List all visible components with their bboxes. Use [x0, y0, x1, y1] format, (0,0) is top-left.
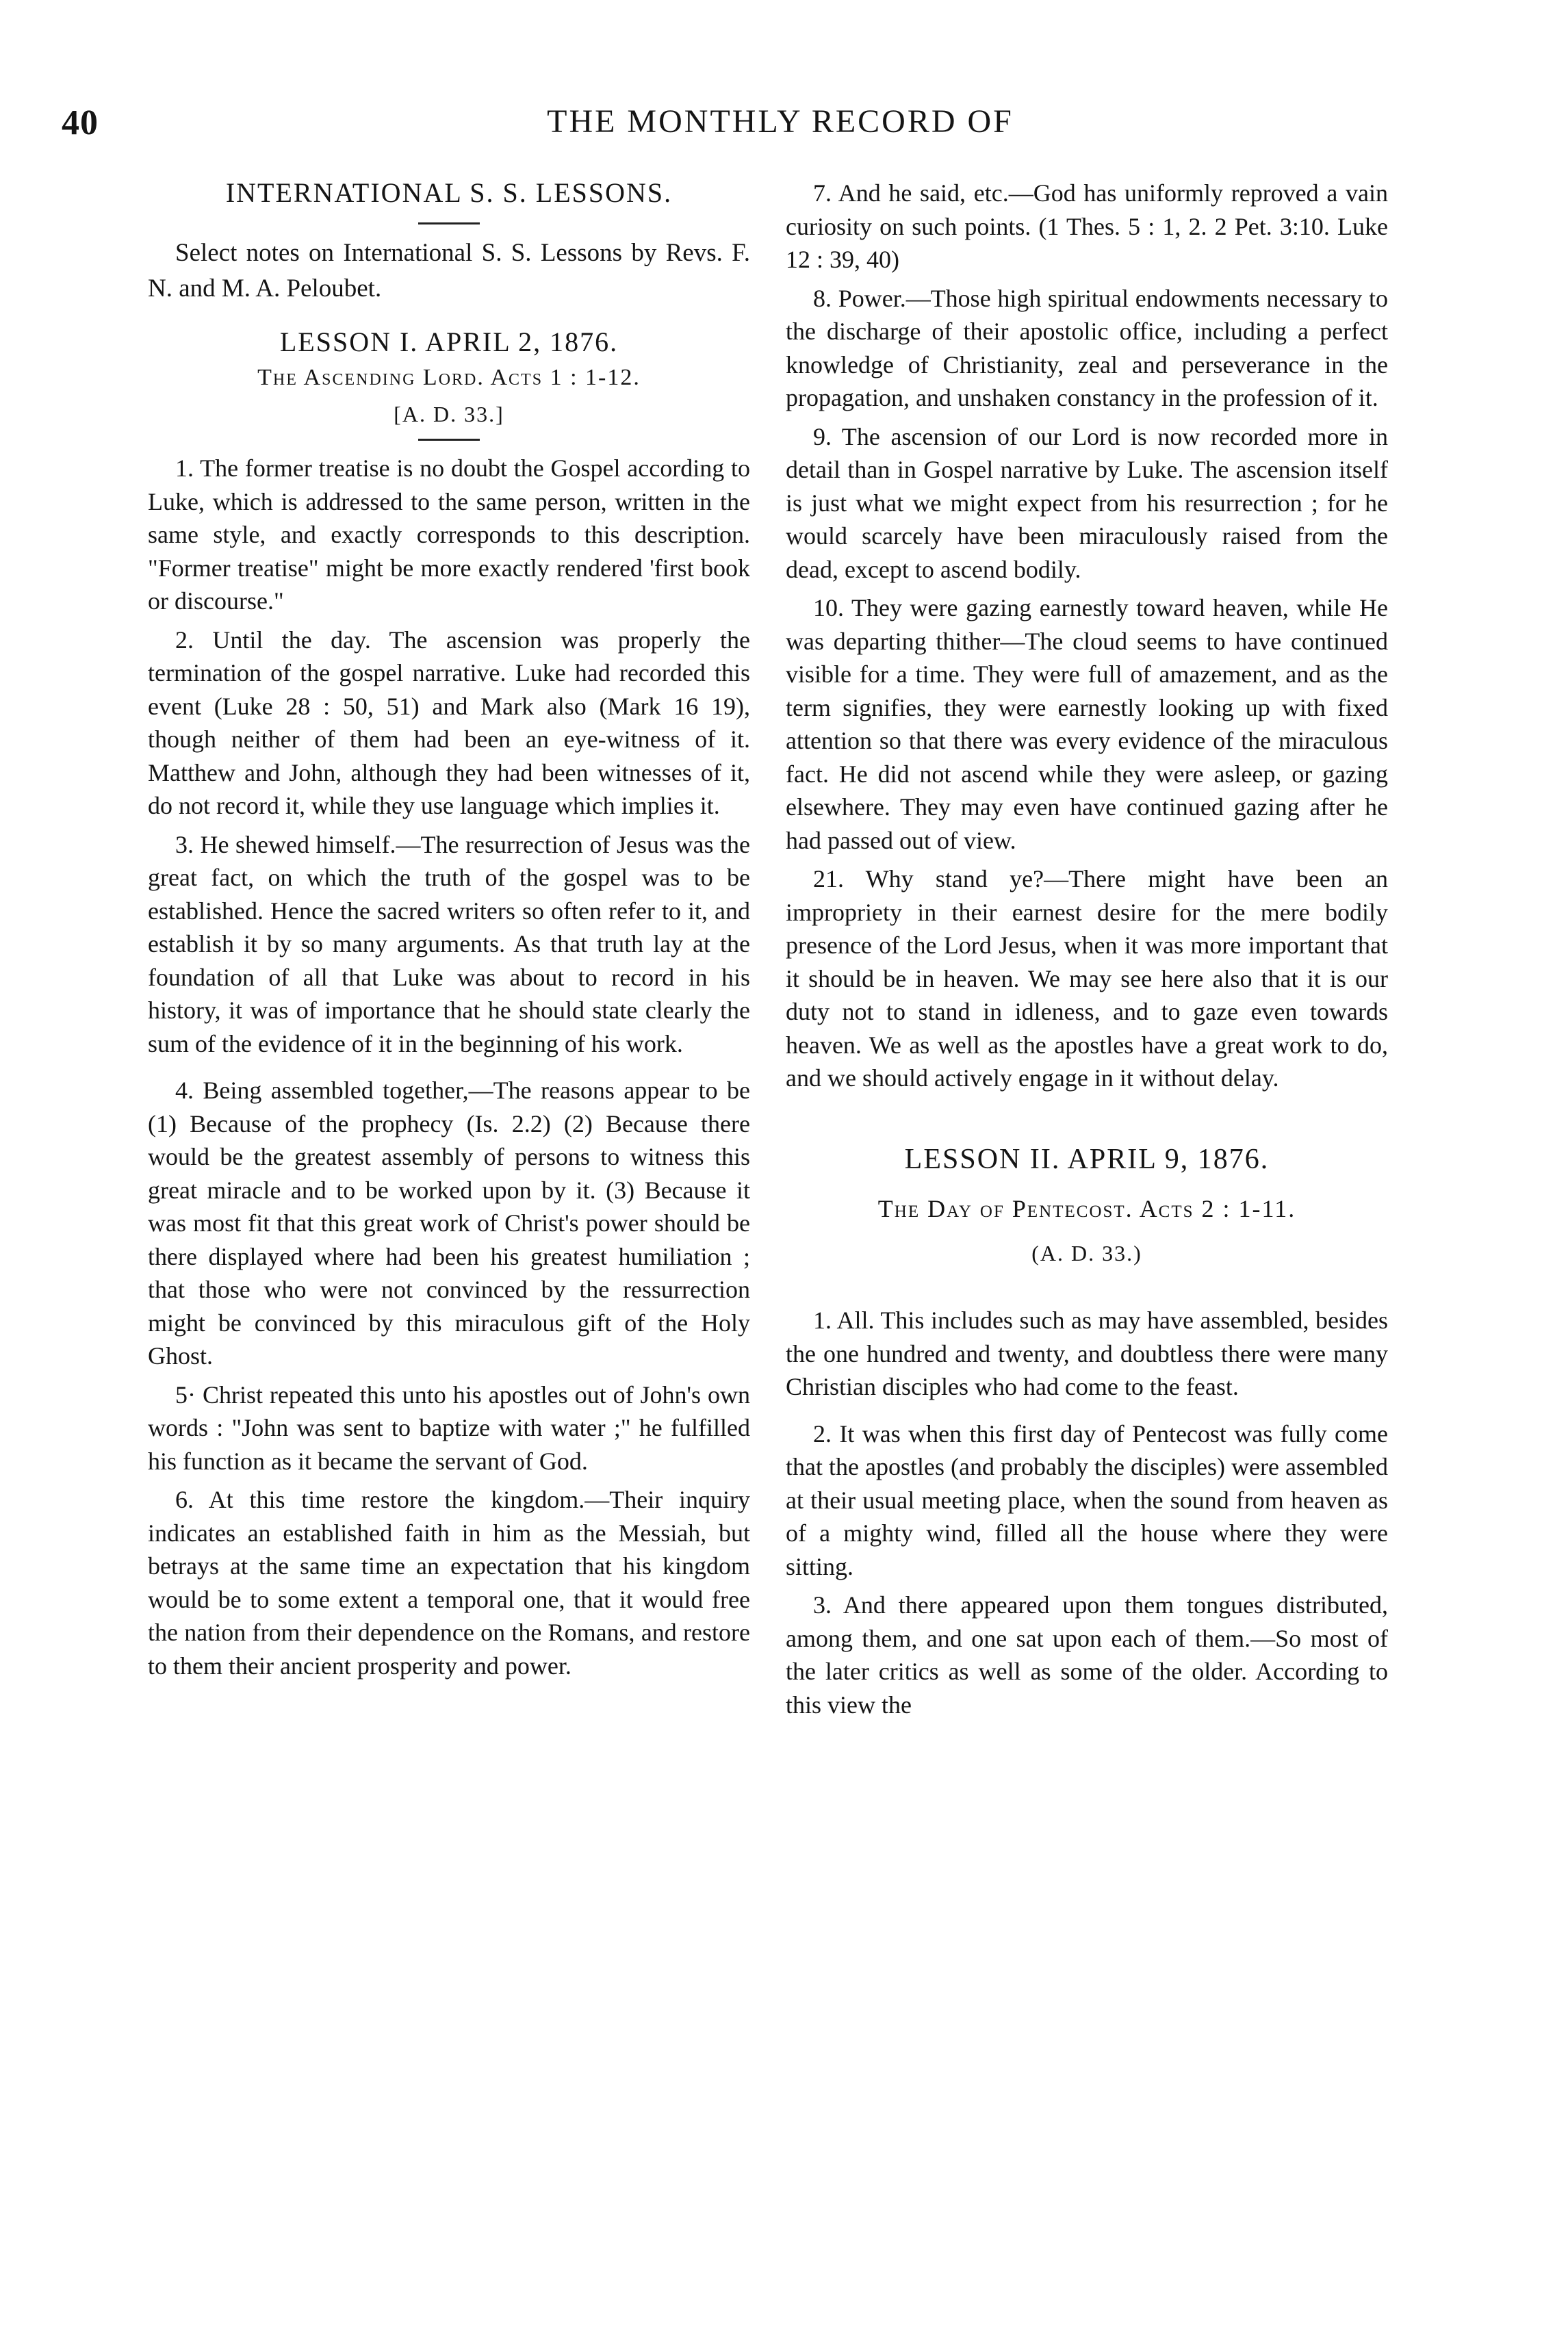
lesson-2-heading: LESSON II. APRIL 9, 1876.: [904, 1143, 1270, 1175]
lesson-1-note: 5· Christ repeated this unto his apostles out of John's own words : "John was sent to baptize with water ;" he fulfilled his function as it became the servant of God.: [148, 1380, 750, 1475]
lesson-2-note: 1. All. This includes such as may have assembled, besides the one hundred and twenty, and doubtless there were many Christian disciples who had come to the feast.: [786, 1307, 1388, 1400]
lesson-2-note: 3. And there appeared upon them tongues distributed, among them, and one sat upon each of them.—So most of the later critics as well as some of the older. According to this view the: [786, 1591, 1388, 1719]
select-notes-byline: Select notes on International S. S. Lessons by Revs. F. N. and M. A. Peloubet.: [148, 238, 750, 303]
divider-rule: [418, 439, 480, 441]
lesson-1-note: 2. Until the day. The ascension was properly the termination of the gospel narrative. Luke had recorded this event (Luke 28 : 50, 51) and Mark also (Mark 16 19), though neither of them had been an eye-witness of it. Matthew and John, although they had been witnesses of it, do not record it, while they use language which implies it.: [148, 626, 750, 819]
lesson-2-subtitle: The Day of Pentecost. Acts 2 : 1-11.: [877, 1195, 1296, 1222]
lesson-1-subtitle: The Ascending Lord. Acts 1 : 1-12.: [257, 365, 641, 390]
lesson-1-date: [A. D. 33.]: [394, 401, 504, 426]
page-number: 40: [62, 103, 99, 142]
lesson-1-note: 1. The former treatise is no doubt the Gospel according to Luke, which is addressed to the same person, written in the same style, and exactly corresponds to this description. "Former treatise" might be more exactly rendered 'first book or discourse.": [148, 454, 750, 615]
lesson-1-note: 10. They were gazing earnestly toward heaven, while He was departing thither—The cloud seems to have continued visible for a time. They were full of amazement, and as the term signifies, they were earnestly looking up with fixed attention so that there was every evidence of the miraculous fact. He did not ascend while they were asleep, or gazing elsewhere. They may even have continued gazing after he had passed out of view.: [786, 594, 1388, 854]
lesson-1-note: 9. The ascension of our Lord is now recorded more in detail than in Gospel narrative by Luke. The ascension itself is just what we might expect from his resurrection ; for he would scarcely have been miraculously raised from the dead, except to ascend bodily.: [786, 422, 1388, 583]
page-header: [62, 103, 1471, 157]
lesson-1-note: 7. And he said, etc.—God has uniformly reproved a vain curiosity on such points. (1 Thes. 5 : 1, 2. 2 Pet. 3:10. Luke 12 : 39, 40): [786, 179, 1388, 273]
right-column: [786, 177, 1388, 1727]
section-title: INTERNATIONAL S. S. LESSONS.: [225, 177, 673, 208]
lesson-1-note: 4. Being assembled together,—The reasons appear to be (1) Because of the prophecy (Is. 2.2) (2) Because there would be the greatest assembly of persons to witness this great miracle and to be worked upon by it. (3) Because it was most fit that this great work of Christ's power should be there displayed where had been his greatest humiliation ; that those who were not convinced by the ressurrection might be convinced by this miraculous gift of the Holy Ghost.: [148, 1077, 750, 1370]
lesson-2-date: (A. D. 33.): [1031, 1240, 1142, 1265]
lesson-1-note: 8. Power.—Those high spiritual endowments necessary to the discharge of their apostolic office, including a perfect knowledge of Christianity, zeal and perseverance in the propagation, and unshaken constancy in the profession of it.: [786, 284, 1388, 411]
lesson-2-note: 2. It was when this first day of Pentecost was fully come that the apostles (and probably the disciples) were assembled at their usual meeting place, when the sound from heaven as of a mighty wind, filled all the house where they were sitting.: [786, 1419, 1388, 1580]
running-title: THE MONTHLY RECORD OF: [547, 103, 1014, 140]
lesson-1-note: 3. He shewed himself.—The resurrection of Jesus was the great fact, on which the truth of the gospel was to be established. Hence the sacred writers so often refer to it, and establish it by so many arguments. As that truth lay at the foundation of all that Luke was about to record in his history, it was of importance that he should state clearly the sum of the evidence of it in the beginning of his work.: [148, 830, 750, 1057]
lesson-1-heading: LESSON I. APRIL 2, 1876.: [279, 326, 619, 357]
left-column: [148, 177, 750, 1688]
lesson-1-note: 21. Why stand ye?—There might have been an impropriety in their earnest desire for the mere bodily presence of the Lord Jesus, when it was more important that it should be in heaven. We may see here also that it is our duty not to stand in idleness, and to gaze even towards heaven. We as well as the apostles have a great work to do, and we should actively engage in it without delay.: [786, 865, 1388, 1092]
divider-rule: [418, 222, 480, 224]
lesson-1-note: 6. At this time restore the kingdom.—Their inquiry indicates an established faith in him as the Messiah, but betrays at the same time an expectation that his kingdom would be to some extent a temporal one, that it would free the nation from their dependence on the Romans, and restore to them their ancient prosperity and power.: [148, 1486, 750, 1680]
